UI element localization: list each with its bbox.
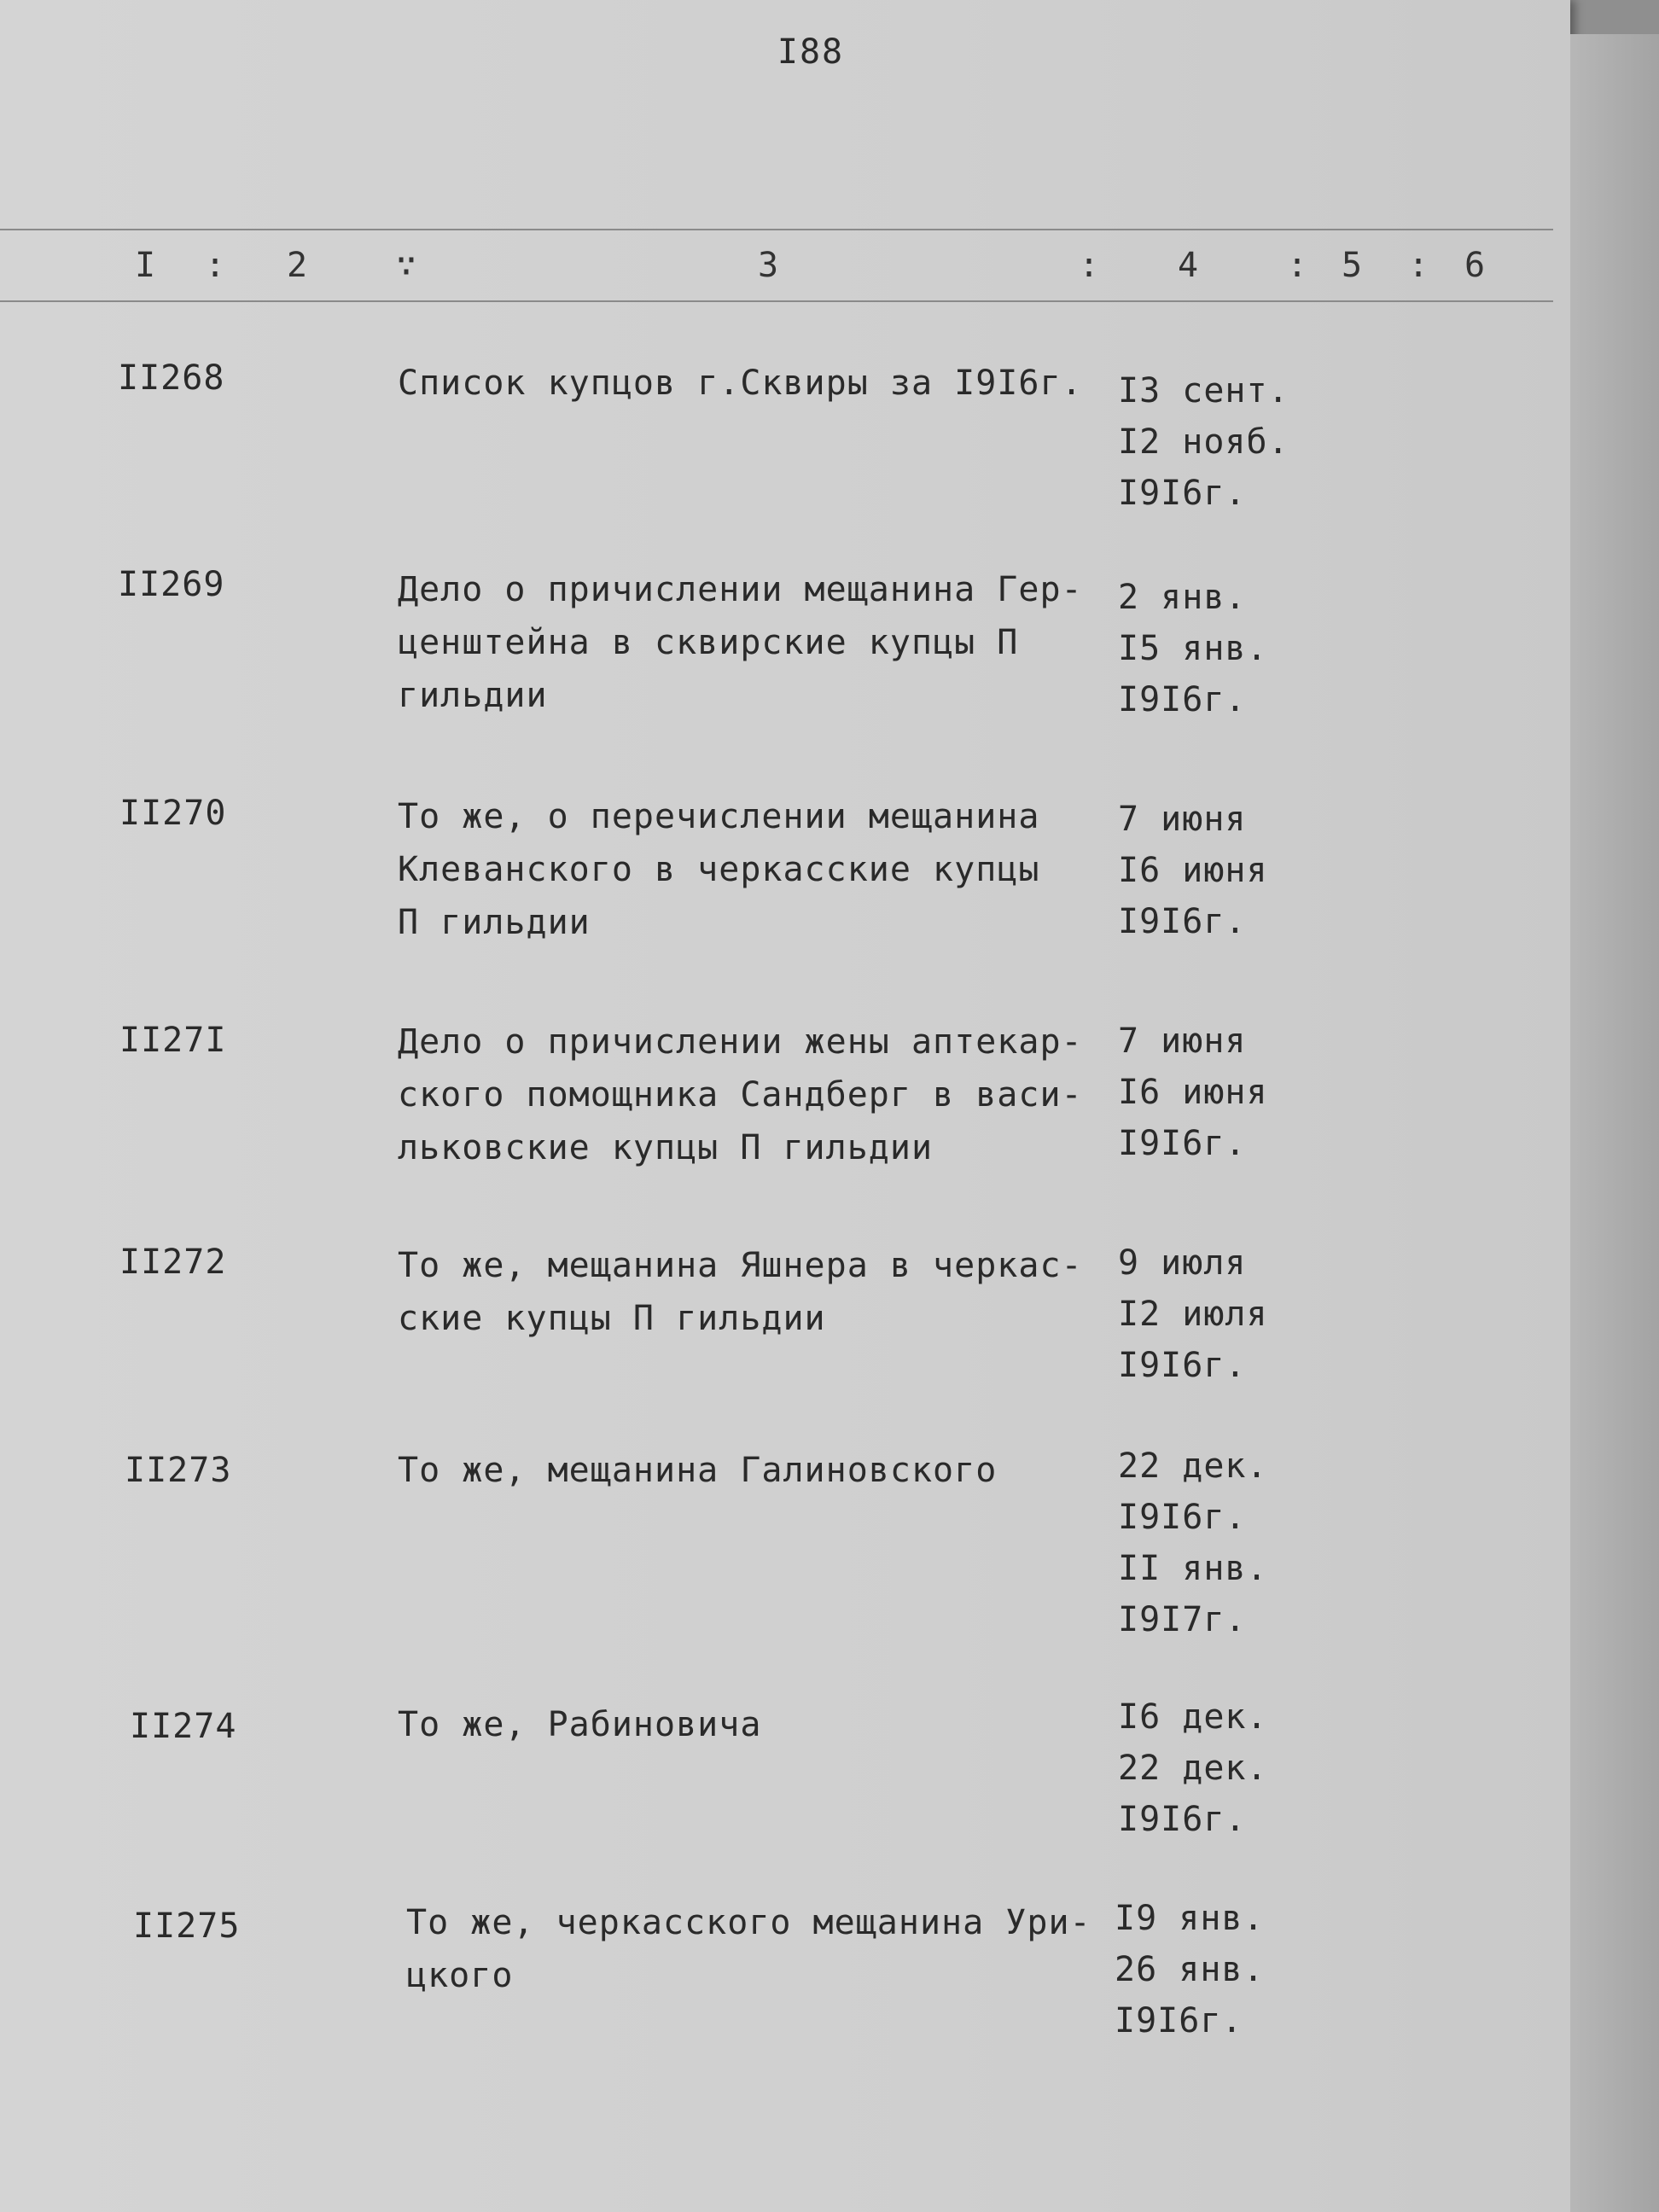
row-description: Дело о причислении жены аптекар- ского помощника Сандберг в васи- льковские купцы П гильдии xyxy=(398,1022,1083,1167)
page-number: I88 xyxy=(777,32,845,72)
header-top-rule xyxy=(0,229,1553,230)
row-description: То же, черкасского мещанина Ури- цкого xyxy=(406,1903,1091,1995)
row-dates: 2 янв. I5 янв. I9I6г. xyxy=(1118,578,1268,719)
column-header-5: 5 xyxy=(1342,246,1363,285)
row-dates: I3 сент. I2 нояб. I9I6г. xyxy=(1118,371,1289,513)
header-bottom-rule xyxy=(0,300,1553,302)
row-description: То же, мещанина Яшнера в черкас- ские купцы П гильдии xyxy=(398,1246,1083,1338)
row-dates: 22 дек. I9I6г. II янв. I9I7г. xyxy=(1118,1447,1268,1639)
column-header-6: 6 xyxy=(1464,246,1486,285)
row-description: То же, мещанина Галиновского xyxy=(398,1451,998,1490)
row-dates: 7 июня I6 июня I9I6г. xyxy=(1118,1022,1268,1163)
row-description: Список купцов г.Сквиры за I9I6г. xyxy=(398,364,1083,403)
column-separator: : xyxy=(1287,246,1308,285)
column-separator: ∵ xyxy=(396,246,417,285)
page-stack-edge xyxy=(1570,34,1659,2212)
row-description: То же, Рабиновича xyxy=(398,1705,762,1744)
row-description: То же, о перечислении мещанина Клеванского в черкасские купцы П гильдии xyxy=(398,797,1040,942)
column-header-2: 2 xyxy=(287,246,308,285)
column-separator: : xyxy=(205,246,226,285)
row-dates: 7 июня I6 июня I9I6г. xyxy=(1118,800,1268,941)
column-separator: : xyxy=(1408,246,1429,285)
column-header-1: I xyxy=(135,246,156,285)
row-number: II272 xyxy=(119,1243,227,1282)
row-number: II270 xyxy=(119,794,227,833)
row-number: II274 xyxy=(130,1707,237,1746)
row-number: II273 xyxy=(125,1451,232,1490)
row-dates: I6 дек. 22 дек. I9I6г. xyxy=(1118,1697,1268,1839)
row-description: Дело о причислении мещанина Гер- ценштейна в сквирские купцы П гильдии xyxy=(398,570,1083,715)
column-header-3: 3 xyxy=(758,246,779,285)
row-number: II269 xyxy=(118,565,225,604)
row-number: II275 xyxy=(133,1906,241,1946)
row-dates: I9 янв. 26 янв. I9I6г. xyxy=(1115,1899,1265,2040)
row-number: II268 xyxy=(118,358,225,398)
column-header-4: 4 xyxy=(1178,246,1199,285)
row-number: II27I xyxy=(119,1021,227,1060)
column-separator: : xyxy=(1079,246,1100,285)
row-dates: 9 июля I2 июля I9I6г. xyxy=(1118,1243,1268,1385)
